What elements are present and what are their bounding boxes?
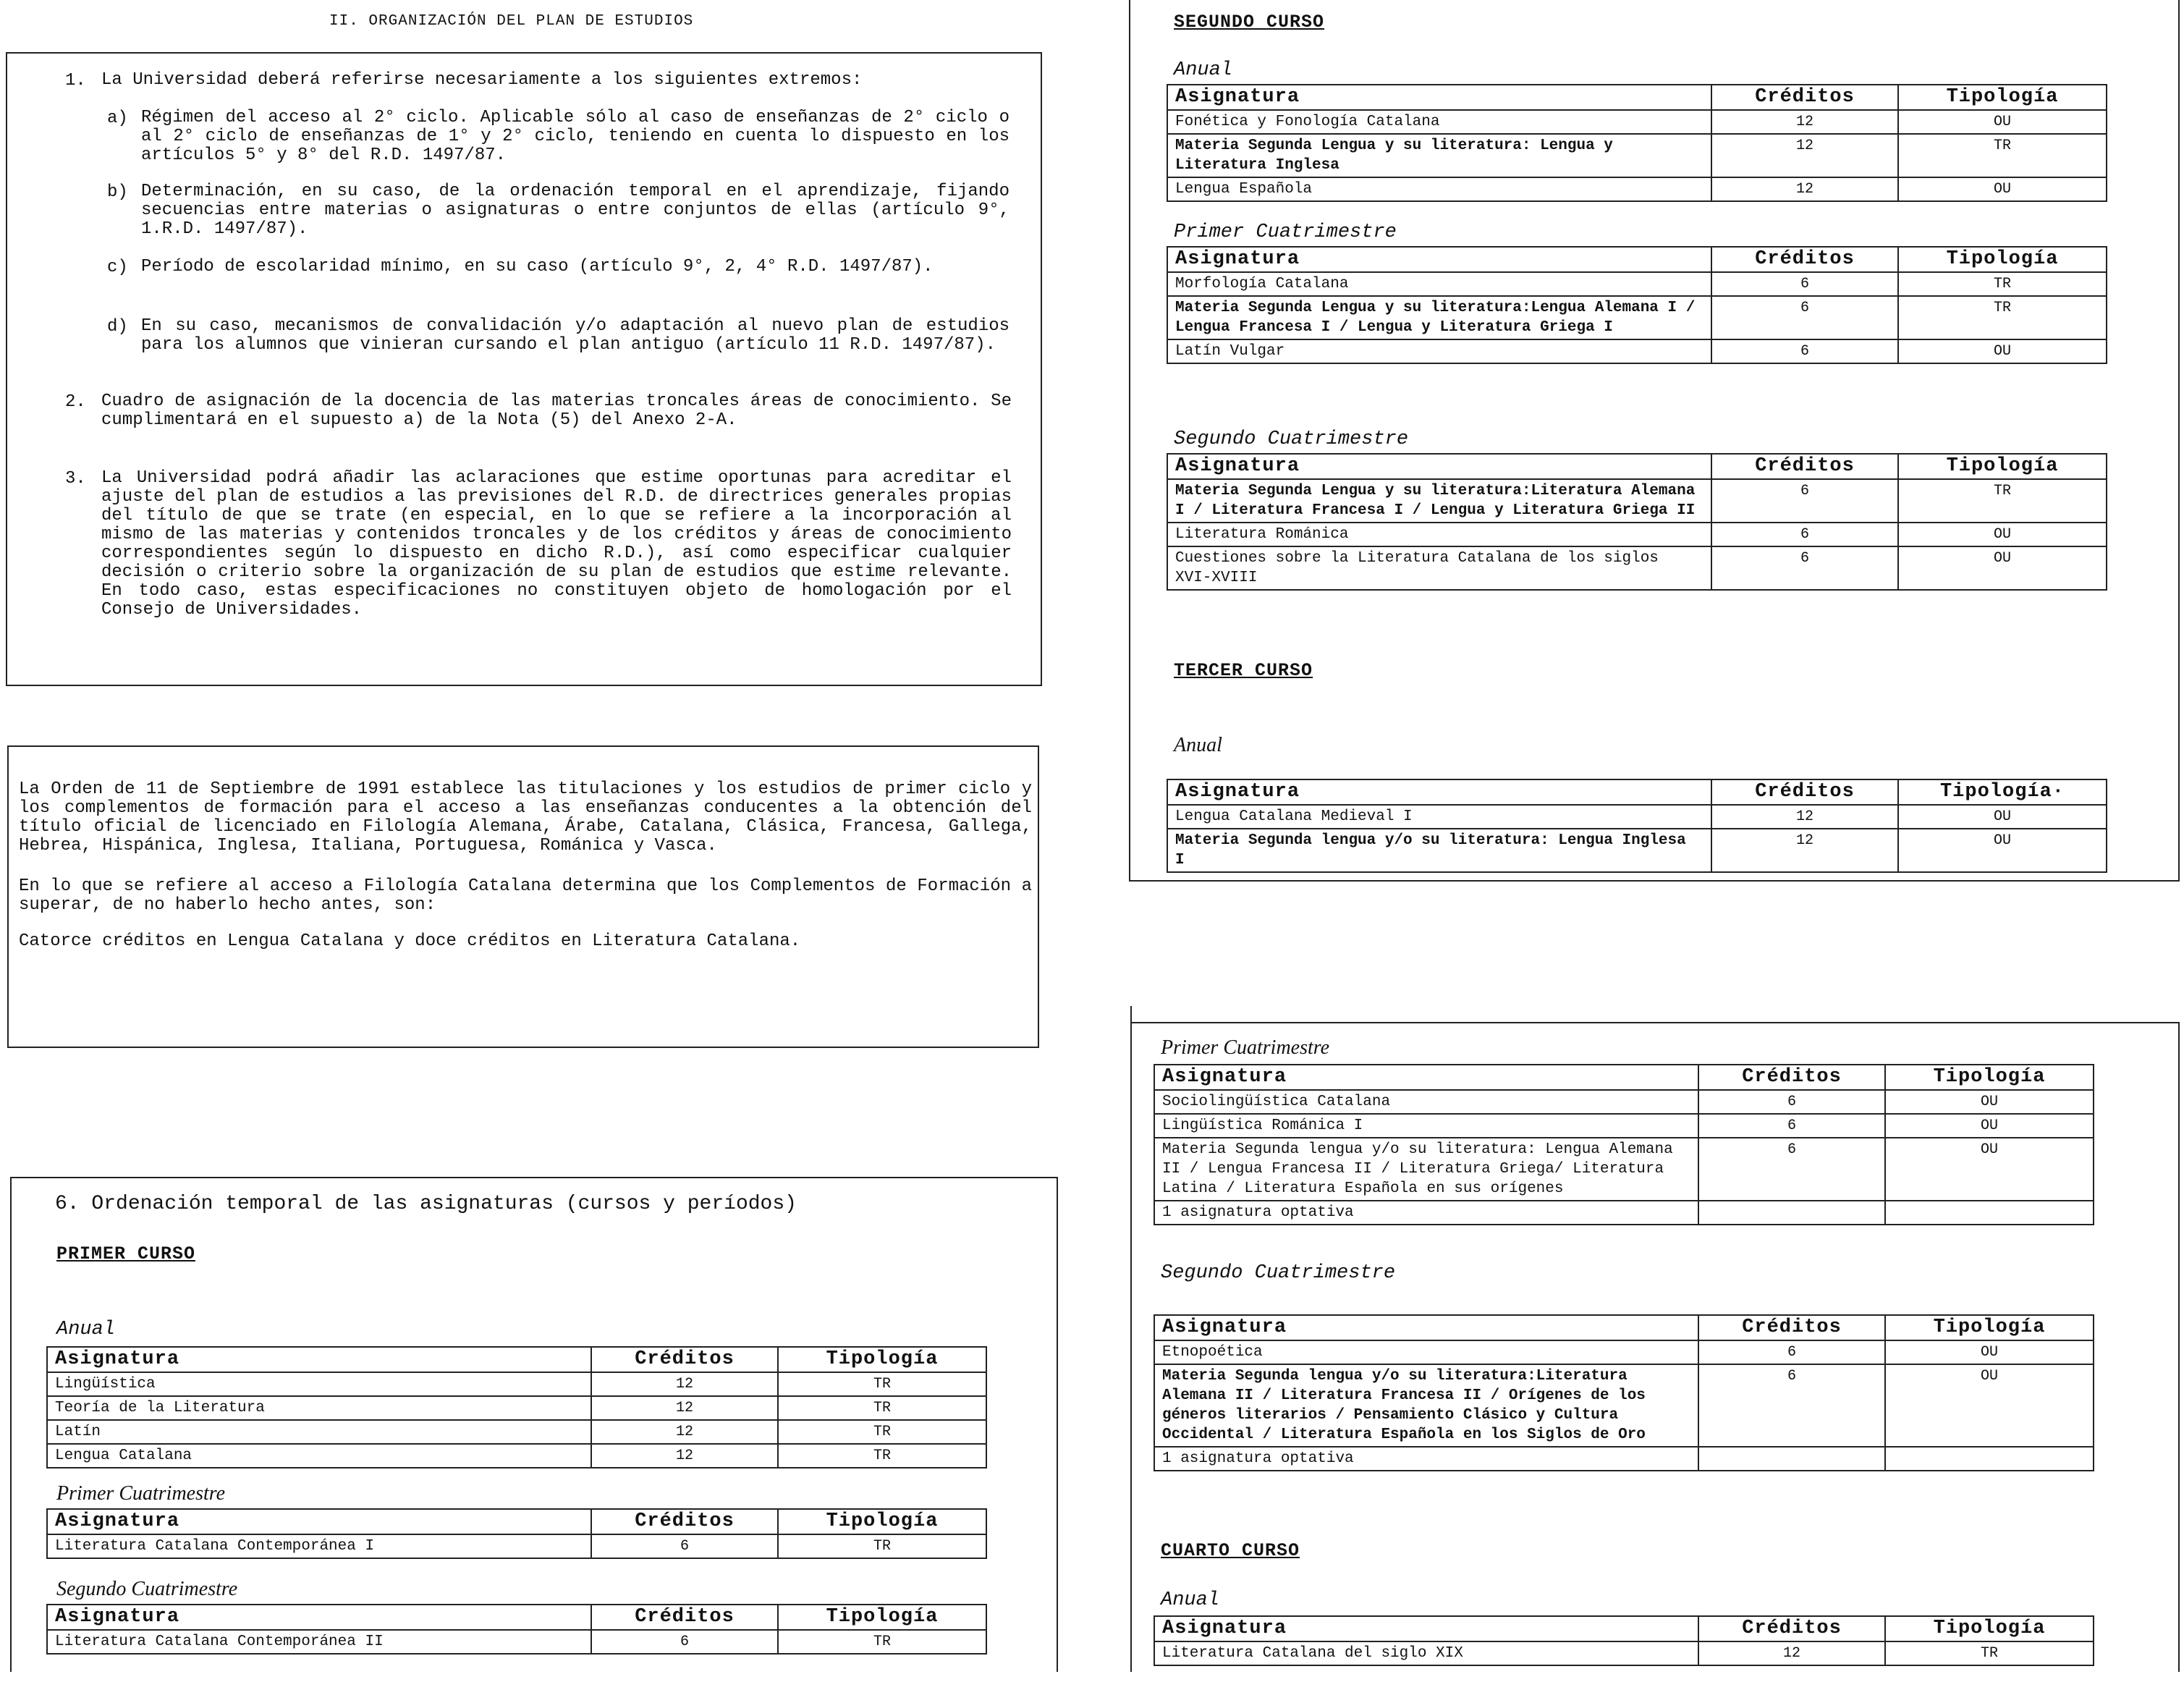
subject-name: Lingüística Románica I <box>1154 1114 1698 1138</box>
primer-curso-c2-label: Segundo Cuatrimestre <box>56 1578 238 1600</box>
table-row <box>1167 272 2107 296</box>
item-1-text: La Universidad deberá referirse necesariamente a los siguientes extremos: <box>101 70 863 90</box>
table-row <box>1167 177 2107 201</box>
subject-type: OU <box>1898 829 2107 872</box>
table-header-row <box>1154 1065 2094 1090</box>
subject-credits: 12 <box>1711 110 1898 134</box>
subject-name: Lengua Catalana Medieval I <box>1167 805 1711 829</box>
subject-type: OU <box>1885 1090 2094 1114</box>
table-row <box>1167 546 2107 590</box>
subject-type: OU <box>1898 546 2107 590</box>
subject-type <box>1885 1447 2094 1471</box>
subitem-a-text: Régimen del acceso al 2° ciclo. Aplicable sólo al caso de enseñanzas de 2° ciclo o al 2° ciclo de enseñanzas de 1° y 2° ciclo, teniendo en cuenta lo dispuesto en los artículos 5° y 8° del R.D. 1497/87. <box>141 108 1010 165</box>
table-header-row <box>1167 454 2107 479</box>
segundo-curso-anual-label: Anual <box>1174 59 1233 81</box>
subject-name: Materia Segunda lengua y/o su literatura:Literatura Alemana II / Literatura Francesa II / Orígenes de los géneros literarios / Pensamiento Clásico y Cultura Occidental / Literatura Española en los Siglos de Oro <box>1154 1364 1698 1447</box>
table-row <box>47 1396 986 1420</box>
item-2-text: Cuadro de asignación de la docencia de las materias troncales áreas de conocimiento. Se cumplimentará en el supuesto a) de la Nota (5) del Anexo 2-A. <box>101 392 1012 430</box>
table-header-row <box>47 1347 986 1372</box>
subject-type: TR <box>778 1396 986 1420</box>
header-creditos: Créditos <box>1711 85 1898 110</box>
table-row <box>1154 1641 2094 1665</box>
subject-credits: 12 <box>591 1444 778 1468</box>
table-header-row <box>1154 1315 2094 1340</box>
subject-credits <box>1698 1201 1885 1225</box>
subject-credits: 6 <box>1711 523 1898 546</box>
subject-name: Materia Segunda lengua y/o su literatura: Lengua Alemana II / Lengua Francesa II / Literatura Griega/ Literatura Latina / Literatura Española en sus orígenes <box>1154 1138 1698 1201</box>
table-row <box>47 1372 986 1396</box>
subject-type: OU <box>1885 1114 2094 1138</box>
subject-name: Cuestiones sobre la Literatura Catalana de los siglos XVI-XVIII <box>1167 546 1711 590</box>
primer-curso-anual-label: Anual <box>56 1319 116 1340</box>
subject-type: TR <box>778 1420 986 1444</box>
orden-paragraph-2: En lo que se refiere al acceso a Filología Catalana determina que los Complementos de Formación a superar, de no haberlo hecho antes, son: <box>19 876 1032 915</box>
subject-name: Sociolingüística Catalana <box>1154 1090 1698 1114</box>
subject-type: TR <box>1898 479 2107 523</box>
subject-type: OU <box>1898 339 2107 363</box>
ordenacion-frame-left <box>10 1177 12 1672</box>
table-row <box>47 1534 986 1558</box>
table-header-row <box>1167 779 2107 805</box>
ordenacion-title: 6. Ordenación temporal de las asignaturas (cursos y períodos) <box>55 1193 797 1215</box>
subject-type <box>1885 1201 2094 1225</box>
subitem-b-letter: b) <box>107 182 128 202</box>
header-creditos: Créditos <box>1711 779 1898 805</box>
segundo-curso-c1-table <box>1167 246 2107 364</box>
right-lower-frame-right <box>2178 1022 2180 1672</box>
header-asignatura: Asignatura <box>47 1509 591 1534</box>
table-row <box>1167 110 2107 134</box>
tercer-curso-c2-table <box>1154 1314 2094 1471</box>
header-tipologia: Tipología <box>778 1605 986 1630</box>
subject-name: Materia Segunda Lengua y su literatura:Lengua Alemana I / Lengua Francesa I / Lengua y Literatura Griega I <box>1167 296 1711 339</box>
table-row <box>1167 296 2107 339</box>
subject-credits: 6 <box>1698 1138 1885 1201</box>
item-1-number: 1. <box>65 71 86 90</box>
header-tipologia: Tipología <box>1898 247 2107 272</box>
subject-name: Lengua Catalana <box>47 1444 591 1468</box>
header-tipologia: Tipología· <box>1898 779 2107 805</box>
tercer-curso-heading: TERCER CURSO <box>1174 660 1313 681</box>
header-asignatura: Asignatura <box>47 1347 591 1372</box>
orden-box <box>7 745 1039 1048</box>
segundo-curso-c2-label: Segundo Cuatrimestre <box>1174 428 1409 450</box>
subject-type: TR <box>1898 296 2107 339</box>
table-row <box>1154 1364 2094 1447</box>
table-row <box>47 1444 986 1468</box>
instructions-box <box>6 52 1042 686</box>
cuarto-curso-anual-label: Anual <box>1161 1589 1220 1611</box>
subject-credits: 6 <box>591 1630 778 1654</box>
segundo-curso-c1-label: Primer Cuatrimestre <box>1174 221 1397 243</box>
subject-credits <box>1698 1447 1885 1471</box>
subject-name: Fonética y Fonología Catalana <box>1167 110 1711 134</box>
subject-credits: 12 <box>591 1372 778 1396</box>
table-row <box>1167 829 2107 872</box>
subject-type: TR <box>1898 134 2107 177</box>
header-asignatura: Asignatura <box>1167 247 1711 272</box>
subject-type: OU <box>1885 1340 2094 1364</box>
section-heading: II. ORGANIZACIÓN DEL PLAN DE ESTUDIOS <box>329 13 694 30</box>
subject-name: Literatura Catalana Contemporánea II <box>47 1630 591 1654</box>
header-tipologia: Tipología <box>778 1347 986 1372</box>
subject-credits: 12 <box>591 1396 778 1420</box>
subject-name: Latín Vulgar <box>1167 339 1711 363</box>
subject-type: OU <box>1885 1138 2094 1201</box>
header-asignatura: Asignatura <box>1154 1315 1698 1340</box>
orden-paragraph-3: Catorce créditos en Lengua Catalana y doce créditos en Literatura Catalana. <box>19 931 801 951</box>
table-row <box>1154 1138 2094 1201</box>
subject-credits: 6 <box>591 1534 778 1558</box>
segundo-curso-c2-table <box>1167 453 2107 591</box>
subitem-d-text: En su caso, mecanismos de convalidación y/o adaptación al nuevo plan de estudios para los alumnos que vinieran cursando el plan antiguo (artículo 11 R.D. 1497/87). <box>141 316 1010 355</box>
right-lower-frame-top <box>1130 1022 2180 1023</box>
header-creditos: Créditos <box>1698 1616 1885 1641</box>
right-upper-frame-left <box>1129 0 1130 882</box>
header-tipologia: Tipología <box>1885 1065 2094 1090</box>
header-creditos: Créditos <box>591 1605 778 1630</box>
subject-type: TR <box>778 1630 986 1654</box>
subject-type: TR <box>1898 272 2107 296</box>
header-tipologia: Tipología <box>1885 1315 2094 1340</box>
table-row <box>1154 1201 2094 1225</box>
subject-credits: 6 <box>1711 479 1898 523</box>
subject-type: OU <box>1898 110 2107 134</box>
header-creditos: Créditos <box>591 1509 778 1534</box>
table-header-row <box>47 1509 986 1534</box>
item-3-text: La Universidad podrá añadir las aclaraciones que estime oportunas para acreditar el ajuste del plan de estudios a las previsiones del R.D. de directrices generales propias del título de que se trate (en especial, en lo que se refiere a la incorporación al mismo de las materias y contenidos troncales y de los créditos y áreas de conocimiento correspondientes según lo dispuesto en dicho R.D.), así como especificar cualquier decisión o criterio sobre la organización de su plan de estudios que estime relevante. En todo caso, estas especificaciones no constituyen objeto de homologación por el Consejo de Universidades. <box>101 468 1012 620</box>
subject-credits: 12 <box>1711 829 1898 872</box>
subject-name: Literatura Románica <box>1167 523 1711 546</box>
subject-name: Etnopoética <box>1154 1340 1698 1364</box>
primer-curso-c2-table <box>46 1604 987 1654</box>
subject-credits: 6 <box>1698 1114 1885 1138</box>
header-tipologia: Tipología <box>1898 454 2107 479</box>
table-row <box>1167 523 2107 546</box>
header-asignatura: Asignatura <box>1154 1616 1698 1641</box>
subject-type: TR <box>778 1372 986 1396</box>
header-asignatura: Asignatura <box>1154 1065 1698 1090</box>
subject-credits: 6 <box>1711 272 1898 296</box>
subject-credits: 6 <box>1711 339 1898 363</box>
header-asignatura: Asignatura <box>1167 85 1711 110</box>
subject-type: OU <box>1885 1364 2094 1447</box>
header-creditos: Créditos <box>1711 247 1898 272</box>
orden-paragraph-1: La Orden de 11 de Septiembre de 1991 establece las titulaciones y los estudios de primer ciclo y los complementos de formación para el acceso a las enseñanzas conducentes a la obtención del título oficial de licenciado en Filología Alemana, Árabe, Catalana, Clásica, Francesa, Gallega, Hebrea, Hispánica, Inglesa, Italiana, Portuguesa, Románica y Vasca. <box>19 779 1032 855</box>
subject-credits: 6 <box>1698 1364 1885 1447</box>
subitem-c-letter: c) <box>107 258 128 277</box>
subject-credits: 6 <box>1698 1340 1885 1364</box>
cuarto-curso-heading: CUARTO CURSO <box>1161 1540 1300 1561</box>
header-creditos: Créditos <box>1698 1315 1885 1340</box>
header-creditos: Créditos <box>1698 1065 1885 1090</box>
subject-credits: 12 <box>1698 1641 1885 1665</box>
table-row <box>1167 805 2107 829</box>
subject-name: Morfología Catalana <box>1167 272 1711 296</box>
primer-curso-heading: PRIMER CURSO <box>56 1243 196 1264</box>
tercer-curso-c1-table <box>1154 1064 2094 1225</box>
table-row <box>1154 1447 2094 1471</box>
table-header-row <box>1167 85 2107 110</box>
header-tipologia: Tipología <box>1885 1616 2094 1641</box>
table-row <box>1154 1340 2094 1364</box>
tercer-curso-anual-label: Anual <box>1174 734 1222 756</box>
subitem-c-text: Período de escolaridad mínimo, en su caso (artículo 9°, 2, 4° R.D. 1497/87). <box>141 257 934 276</box>
subitem-b-text: Determinación, en su caso, de la ordenación temporal en el aprendizaje, fijando secuencias entre materias o asignaturas o entre conjuntos de ellas (artículo 9°, 1.R.D. 1497/87). <box>141 182 1010 239</box>
table-row <box>47 1420 986 1444</box>
header-tipologia: Tipología <box>778 1509 986 1534</box>
primer-curso-c1-table <box>46 1508 987 1559</box>
subject-name: 1 asignatura optativa <box>1154 1201 1698 1225</box>
item-3-number: 3. <box>65 469 86 489</box>
item-2-number: 2. <box>65 392 86 412</box>
table-header-row <box>1154 1616 2094 1641</box>
table-row <box>1154 1114 2094 1138</box>
primer-curso-anual-table <box>46 1346 987 1468</box>
subject-name: 1 asignatura optativa <box>1154 1447 1698 1471</box>
table-header-row <box>47 1605 986 1630</box>
ordenacion-frame-right <box>1057 1177 1058 1672</box>
segundo-curso-heading: SEGUNDO CURSO <box>1174 12 1325 33</box>
subject-name: Lengua Española <box>1167 177 1711 201</box>
header-creditos: Créditos <box>591 1347 778 1372</box>
cuarto-curso-anual-table <box>1154 1615 2094 1666</box>
table-row <box>47 1630 986 1654</box>
subject-name: Literatura Catalana del siglo XIX <box>1154 1641 1698 1665</box>
primer-curso-c1-label: Primer Cuatrimestre <box>56 1482 226 1505</box>
subject-type: OU <box>1898 523 2107 546</box>
subject-credits: 6 <box>1711 296 1898 339</box>
subject-name: Lingüística <box>47 1372 591 1396</box>
subject-name: Materia Segunda Lengua y su literatura:Literatura Alemana I / Literatura Francesa I / Lengua y Literatura Griega II <box>1167 479 1711 523</box>
ordenacion-frame-top <box>10 1177 1058 1178</box>
header-asignatura: Asignatura <box>1167 454 1711 479</box>
subject-credits: 12 <box>1711 805 1898 829</box>
subject-type: OU <box>1898 177 2107 201</box>
subject-credits: 12 <box>591 1420 778 1444</box>
subject-name: Materia Segunda Lengua y su literatura: Lengua y Literatura Inglesa <box>1167 134 1711 177</box>
subject-name: Latín <box>47 1420 591 1444</box>
header-asignatura: Asignatura <box>1167 779 1711 805</box>
subject-type: TR <box>1885 1641 2094 1665</box>
table-row <box>1167 479 2107 523</box>
table-row <box>1167 339 2107 363</box>
table-row <box>1167 134 2107 177</box>
header-asignatura: Asignatura <box>47 1605 591 1630</box>
subject-credits: 12 <box>1711 134 1898 177</box>
tercer-curso-c2-label: Segundo Cuatrimestre <box>1161 1262 1396 1284</box>
tercer-curso-anual-table <box>1167 779 2107 873</box>
subitem-d-letter: d) <box>107 317 128 337</box>
subject-credits: 6 <box>1698 1090 1885 1114</box>
subject-name: Materia Segunda lengua y/o su literatura: Lengua Inglesa I <box>1167 829 1711 872</box>
right-lower-frame-left <box>1130 1006 1132 1672</box>
table-row <box>1154 1090 2094 1114</box>
table-header-row <box>1167 247 2107 272</box>
subject-type: TR <box>778 1534 986 1558</box>
right-upper-frame-right <box>2178 0 2180 882</box>
subitem-a-letter: a) <box>107 109 128 128</box>
subject-name: Literatura Catalana Contemporánea I <box>47 1534 591 1558</box>
header-tipologia: Tipología <box>1898 85 2107 110</box>
subject-type: OU <box>1898 805 2107 829</box>
right-upper-frame-bottom <box>1129 880 2180 882</box>
segundo-curso-anual-table <box>1167 84 2107 202</box>
subject-type: TR <box>778 1444 986 1468</box>
tercer-curso-c1-label: Primer Cuatrimestre <box>1161 1036 1330 1059</box>
subject-name: Teoría de la Literatura <box>47 1396 591 1420</box>
subject-credits: 6 <box>1711 546 1898 590</box>
subject-credits: 12 <box>1711 177 1898 201</box>
header-creditos: Créditos <box>1711 454 1898 479</box>
